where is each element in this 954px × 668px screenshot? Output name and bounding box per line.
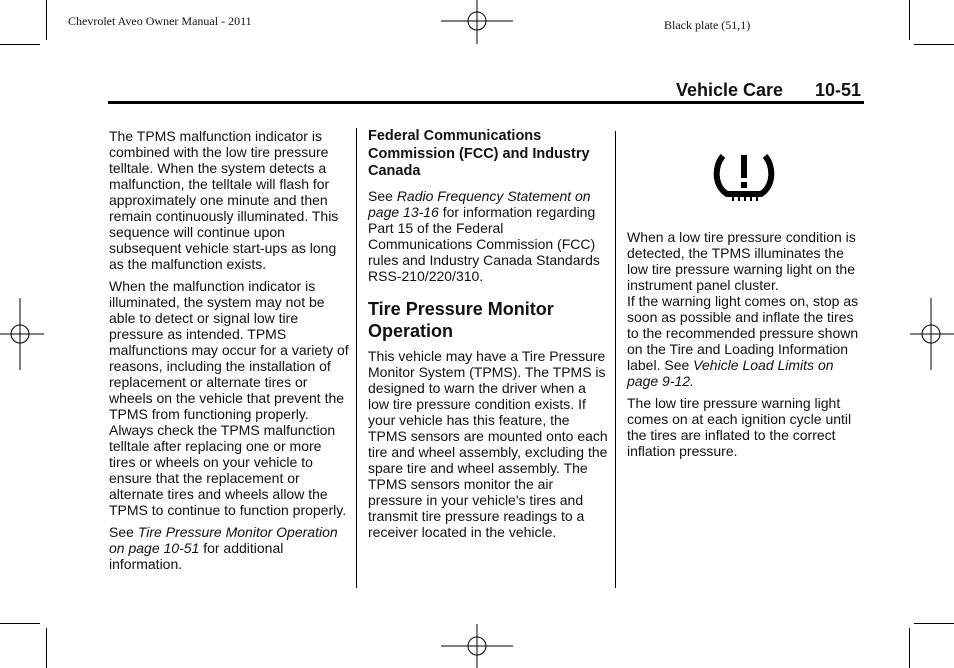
- paragraph-suffix: for additional information.: [109, 540, 284, 572]
- see-label: See: [368, 187, 393, 204]
- paragraph-suffix: for information regarding Part 15 of the Federal Communications Commission (FCC) rules and Industry Canada Standards RSS-210/220/310.: [368, 203, 600, 284]
- crop-mark: [914, 44, 954, 45]
- cross-reference-link[interactable]: Tire Pressure Monitor Operation on page 10-51: [109, 524, 338, 556]
- page-number: 10-51: [815, 80, 862, 100]
- column-divider: [356, 128, 357, 588]
- paragraph: [627, 293, 867, 389]
- crop-mark: [909, 0, 910, 40]
- registration-mark: [910, 298, 954, 370]
- crop-mark: [46, 0, 47, 40]
- section-title: Vehicle Care: [676, 80, 784, 100]
- column-1: [109, 128, 349, 578]
- cross-reference-link[interactable]: Radio Frequency Statement on page 13-16: [368, 187, 591, 220]
- registration-mark: [0, 298, 44, 370]
- paragraph: When the malfunction indicator is illuminated, the system may not be able to detect or signal low tire pressure as intended. TPMS malfunctions may occur for a variety of reasons, including the installation of replacement or alternate tires or wheels on the vehicle that prevent the TPMS from functioning properly. Always check the TPMS malfunction telltale after replacing one or more tires or wheels on your vehicle to ensure that the replacement or alternate tires and wheels allow the TPMS to continue to function properly.: [109, 278, 349, 518]
- plate-label: Black plate (51,1): [664, 18, 751, 32]
- paragraph: The low tire pressure warning light comes on at each ignition cycle until the tires are inflated to the correct inflation pressure.: [627, 395, 852, 459]
- paragraph: This vehicle may have a Tire Pressure Monitor System (TPMS). The TPMS is designed to warn the driver when a low tire pressure condition exists. If your vehicle has this feature, the TPMS sensors are mounted onto each tire and wheel assembly, excluding the spare tire and wheel assembly. The TPMS sensors monitor the air pressure in your vehicle's tires and transmit tire pressure readings to a receiver located in the vehicle.: [368, 347, 608, 540]
- registration-mark: [441, 624, 513, 668]
- manual-title: Chevrolet Aveo Owner Manual - 2011: [68, 14, 252, 28]
- crop-mark: [909, 628, 910, 668]
- fcc-heading: Federal Communications Commission (FCC) and Industry Canada: [368, 128, 590, 179]
- see-label: See: [109, 524, 134, 540]
- column-3: [627, 229, 867, 465]
- tpms-heading: Tire Pressure Monitor Operation: [368, 298, 554, 341]
- paragraph: [368, 188, 608, 284]
- paragraph: When a low tire pressure condition is detected, the TPMS illuminates the low tire pressure warning light on the instrument panel cluster.: [627, 229, 856, 293]
- column-divider: [615, 131, 616, 588]
- cross-reference-link[interactable]: Vehicle Load Limits on page 9-12.: [627, 357, 834, 389]
- header-rule: [108, 101, 864, 104]
- crop-mark: [0, 623, 40, 624]
- crop-mark: [46, 628, 47, 668]
- paragraph: [109, 524, 349, 572]
- crop-mark: [0, 44, 40, 45]
- crop-mark: [914, 623, 954, 624]
- column-2: [368, 128, 608, 546]
- registration-mark: [441, 0, 513, 44]
- low-tire-pressure-icon: [711, 152, 777, 207]
- paragraph-text: If the warning light comes on, stop as soon as possible and inflate the tires to the recommended pressure shown on the Tire and Loading Information label. See: [627, 293, 859, 373]
- paragraph: The TPMS malfunction indicator is combined with the low tire pressure telltale. When the system detects a malfunction, the telltale will flash for approximately one minute and then remain continuously illuminated. This sequence will continue upon subsequent vehicle start-ups as long as the malfunction exists.: [109, 128, 339, 272]
